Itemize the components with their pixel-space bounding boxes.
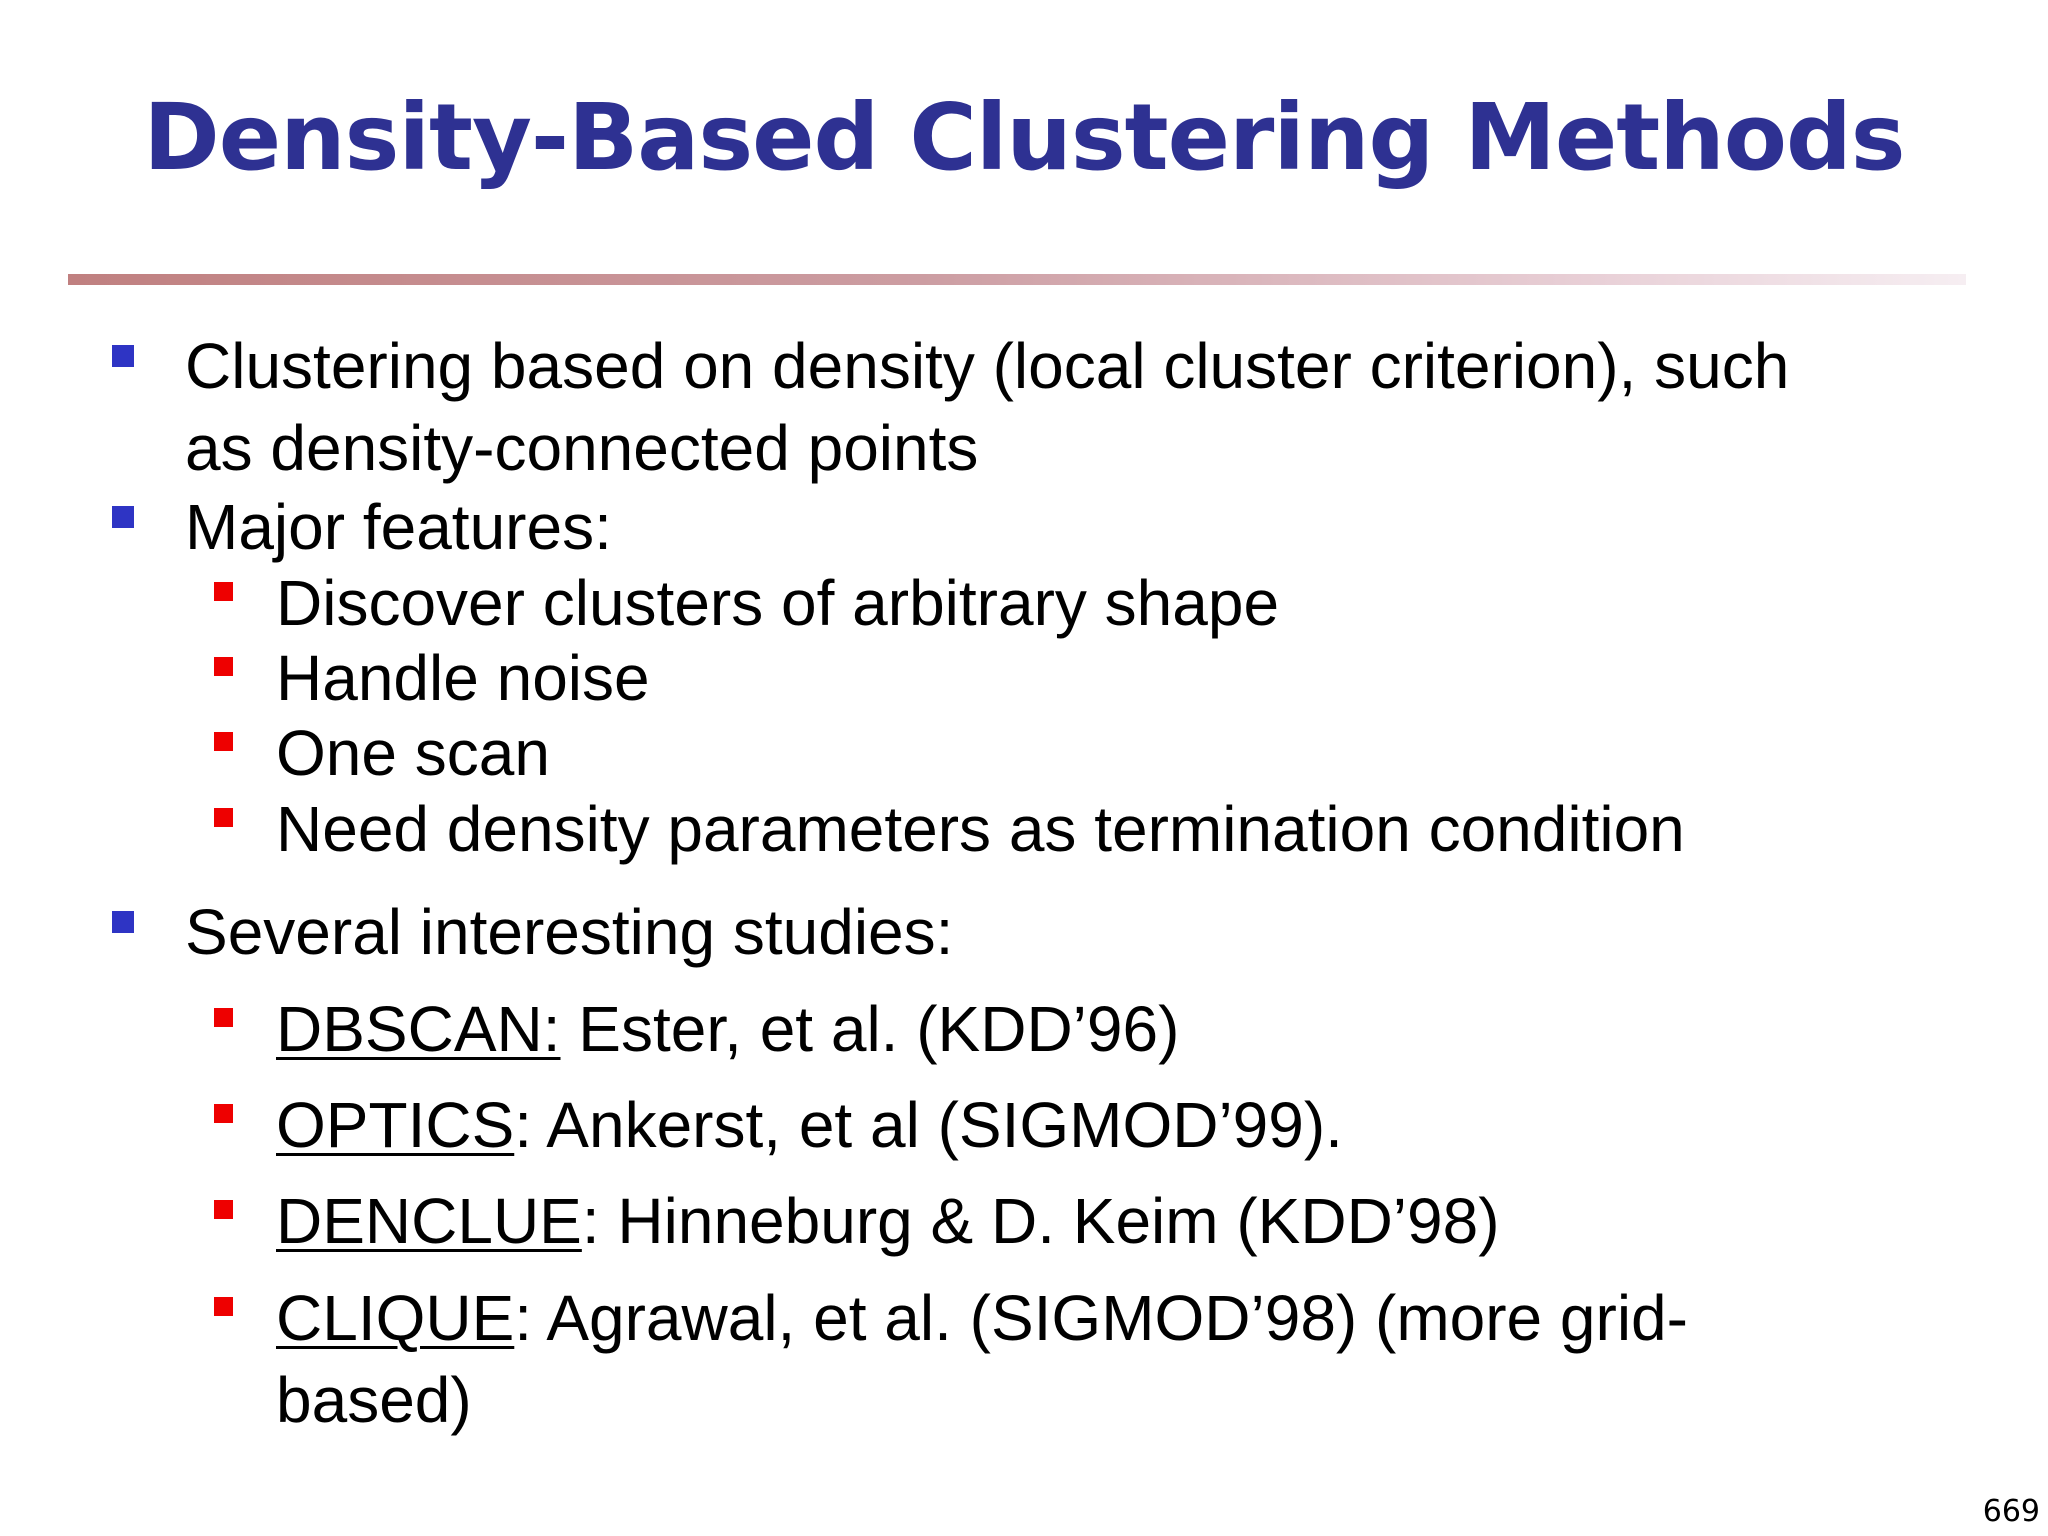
bullet-1-line-2: as density-connected points (185, 412, 979, 484)
bullet-square-icon (112, 911, 134, 933)
study-citation: : Hinneburg & D. Keim (KDD’98) (581, 1185, 1500, 1257)
bullet-1-line-1: Clustering based on density (local cluster criterion), such (185, 330, 1790, 402)
sub-bullet-square-icon (214, 1200, 233, 1219)
bullet-2-text: Major features: (185, 491, 612, 563)
study-citation: Ester, et al. (KDD’96) (560, 993, 1180, 1065)
bullet-square-icon (112, 345, 134, 367)
sub-bullet-square-icon (214, 1104, 233, 1123)
sub-bullet-square-icon (214, 582, 233, 601)
study-name: DBSCAN: (276, 993, 561, 1065)
study-item (276, 1185, 1500, 1257)
study-citation: : Agrawal, et al. (SIGMOD’98) (more grid- (514, 1282, 1688, 1354)
slide-title: Density-Based Clustering Methods (143, 84, 1905, 191)
bullet-3-text: Several interesting studies: (185, 896, 954, 968)
feature-item: Need density parameters as termination condition (276, 793, 1685, 865)
feature-item: One scan (276, 717, 550, 789)
study-item (276, 993, 1180, 1065)
sub-bullet-square-icon (214, 808, 233, 827)
sub-bullet-square-icon (214, 1297, 233, 1316)
sub-bullet-square-icon (214, 657, 233, 676)
study-name: CLIQUE (276, 1282, 515, 1354)
feature-item: Handle noise (276, 642, 650, 714)
study-item (276, 1089, 1343, 1161)
study-name: OPTICS (276, 1089, 515, 1161)
sub-bullet-square-icon (214, 1008, 233, 1027)
study-item (276, 1282, 1688, 1354)
study-name: DENCLUE (276, 1185, 582, 1257)
feature-item: Discover clusters of arbitrary shape (276, 567, 1280, 639)
sub-bullet-square-icon (214, 732, 233, 751)
page-number: 669 (1982, 1494, 2040, 1529)
study-citation: : Ankerst, et al (SIGMOD’99). (514, 1089, 1343, 1161)
bullet-square-icon (112, 506, 134, 528)
study-item-continuation: based) (276, 1364, 472, 1436)
